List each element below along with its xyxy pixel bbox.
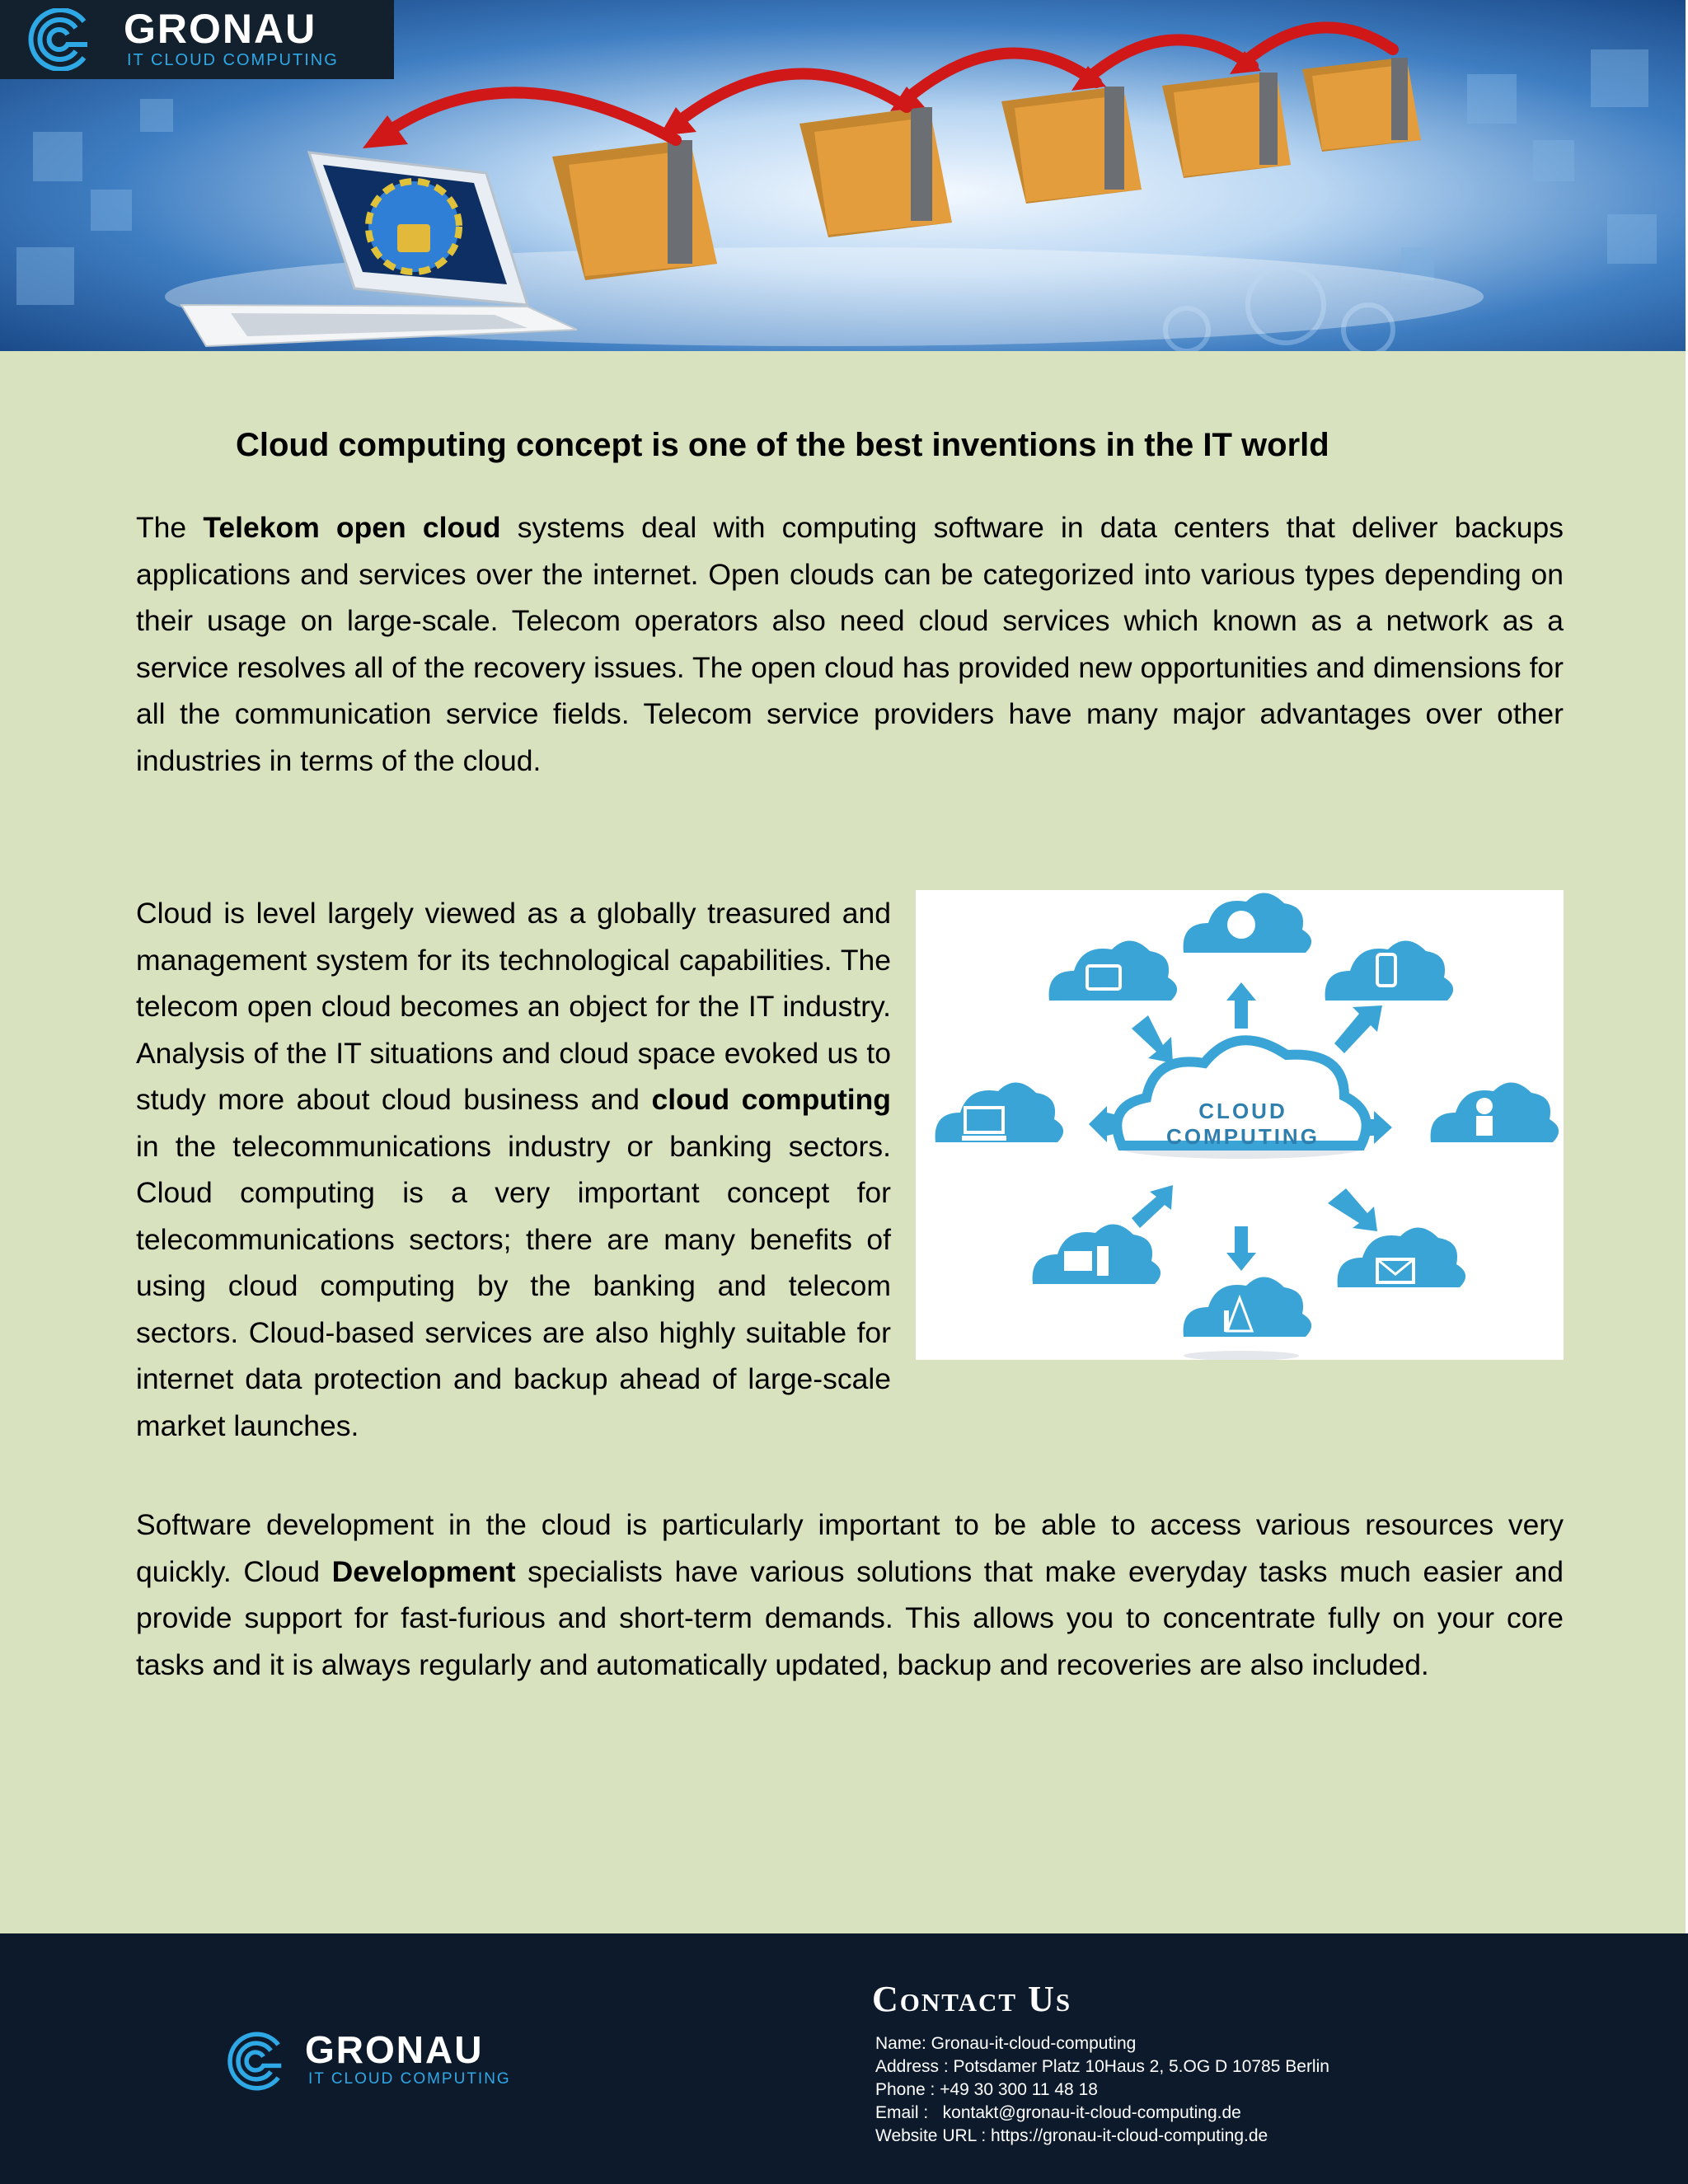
- figure-label-cloud: CLOUD: [1198, 1099, 1287, 1123]
- contact-address: Address : Potsdamer Platz 10Haus 2, 5.OG D 10785 Berlin: [875, 2057, 1329, 2076]
- paragraph-telekom-open-cloud: The Telekom open cloud systems deal with computing software in data centers that deliver backups applications and services over the internet. Open clouds can be categorized into various types depending on their usage on large-scale. Telecom operators also need cloud services which known as a network as a service resolves all of the recovery issues. The open cloud has provided new opportunities and dimensions for all the communication service fields. Telecom service providers have many major advantages over other industries in terms of the cloud.: [136, 511, 1564, 777]
- contact-phone[interactable]: Phone : +49 30 300 11 48 18: [875, 2080, 1098, 2099]
- footer-brand-name: GRONAU: [305, 2028, 484, 2071]
- bold-term: cloud computing: [651, 1083, 891, 1116]
- footer: [0, 1933, 1688, 2184]
- header-banner: [0, 0, 1688, 351]
- brand-logo[interactable]: [0, 0, 394, 79]
- contact-email-link[interactable]: Email : kontakt@gronau-it-cloud-computing.de: [875, 2103, 1241, 2122]
- bold-term: Telekom open cloud: [203, 511, 501, 544]
- paragraph-cloud-level: Cloud is level largely viewed as a globally treasured and management system for its technological capabilities. The telecom open cloud becomes an object for the IT industry. Analysis of the IT situations and cloud space evoked us to study more about cloud business and cloud computing in the telecommunications industry or banking sectors. Cloud computing is a very important concept for telecommunications sectors; there are many benefits of using cloud computing by the banking and telecom sectors. Cloud-based services are also highly suitable for internet data protection and backup ahead of large-scale market launches.: [136, 897, 891, 1442]
- gronau-logo-icon: [209, 2031, 292, 2092]
- cloud-computing-figure: [916, 890, 1564, 1360]
- article-title: Cloud computing concept is one of the best inventions in the IT world: [236, 427, 1329, 463]
- gronau-logo-icon: [8, 8, 99, 71]
- contact-title: Contact Us: [872, 1979, 1072, 2019]
- article-body: [0, 351, 1688, 1933]
- folder-graphics: [552, 58, 1421, 280]
- laptop-graphic: [181, 152, 577, 346]
- brand-tagline: IT CLOUD COMPUTING: [127, 51, 339, 69]
- figure-label-computing: COMPUTING: [1166, 1124, 1320, 1149]
- contact-name: Name: Gronau-it-cloud-computing: [875, 2034, 1137, 2053]
- footer-brand-tagline: IT CLOUD COMPUTING: [308, 2070, 511, 2088]
- paragraph-software-development: Software development in the cloud is particularly important to be able to access various resources very quickly. Cloud Development specialists have various solutions that make everyday tasks much easier and provide support for fast-furious and short-term demands. This allows you to concentrate fully on your core tasks and it is always regularly and automatically updated, backup and recoveries are also included.: [136, 1508, 1564, 1681]
- bold-term: Development: [331, 1554, 516, 1588]
- contact-website-link[interactable]: Website URL : https://gronau-it-cloud-computing.de: [875, 2126, 1268, 2145]
- brand-name: GRONAU: [124, 6, 317, 52]
